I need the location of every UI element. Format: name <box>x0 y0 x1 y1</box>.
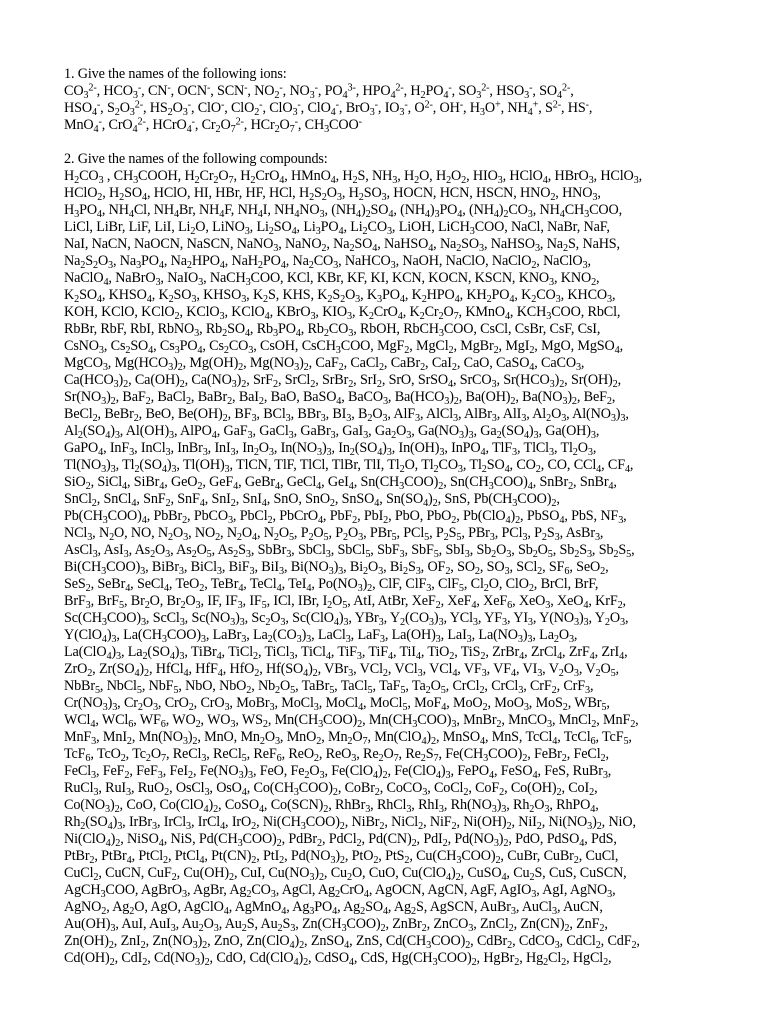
compound-line: KOH, KClO, KClO$_2$, KClO$_3$, KClO$_4$, KBrO$_3$, $KIO_3$, $K_2CrO_4$, $K_2Cr_2O_7$, KMnO$_4$, $KCH_3COO$, RbCl, <box>64 304 621 322</box>
compound-line: $Al_2(SO_4)_3$, $Al(OH)_3$, AlPO$_4$, GaF$_3$, GaCl$_3$, GaBr$_3$, GaI$_3$, $Ga_2O_3$, $Ga(NO_3)_3$, $Ga_2(SO_4)_3$, $Ga(OH)_3$, <box>64 423 600 441</box>
section-compounds <box>64 151 714 967</box>
compound-line: GaPO$_4$, InF$_3$, InCl$_3$, InBr$_3$, InI$_3$, $In_2O_3$, $In(NO_3)_3$, $In_2(SO_4)_3$, $In(OH)_3$, InPO$_4$, TlF$_3$, TlCl$_3$, $Tl_2O_3$, <box>64 440 597 458</box>
document-page <box>64 66 714 967</box>
compound-line: NaI, NaCN, NaOCN, NaSCN, NaNO$_3$, NaNO$_2$, $Na_2SO_4$, NaHSO$_4$, $Na_2SO_3$, NaHSO$_3$, $Na_2S$, NaHS, <box>64 236 620 254</box>
compound-line: NaClO$_4$, NaBrO$_3$, NaIO$_3$, NaCH$_3$COO, KCl, KBr, KF, KI, KCN, KOCN, KSCN, $KNO_3$, $KNO_2$, <box>64 270 600 288</box>
compound-line: RbBr, RbF, RbI, RbNO$_3$, $Rb_2SO_4$, $Rb_3PO_4$, $Rb_2CO_3$, RbOH, RbCH$_3$COO, CsCl, CsBr, CsF, CsI, <box>64 321 601 339</box>
compound-line: LiCl, LiBr, LiF, LiI, $Li_2O$, LiNO$_3$, $Li_2SO_4$, $Li_3PO_4$, $Li_2CO_3$, LiOH, LiCH$_3$COO, NaCl, NaBr, NaF, <box>64 219 610 237</box>
compound-line: $Y(ClO_4)_3$, $La(CH_3COO)_3$, LaBr$_3$, $La_2(CO_3)_3$, LaCl$_3$, LaF$_3$, $La(OH)_3$, LaI$_3$, $La(NO_3)_3$, $La_2O_3$, <box>64 627 578 645</box>
compound-line: TcF$_6$, TcO$_2$, $Tc_2O_7$, ReCl$_3$, ReCl$_5$, ReF$_6$, ReO$_2$, ReO$_3$, $Re_2O_7$, $Re_2S_7$, $Fe(CH_3COO)_2$, FeBr$_2$, FeCl$_2$, <box>64 746 609 764</box>
compound-line: BeCl$_2$, BeBr$_2$, BeO, $Be(OH)_2$, $BF_3$, BCl$_3$, BBr$_3$, $BI_3$, $B_2O_3$, AlF$_3$, AlCl$_3$, AlBr$_3$, AlI$_3$, $Al_2O_3$, $Al(NO_3)_3$, <box>64 406 629 424</box>
compound-line: $Co(NO_3)_2$, CoO, $Co(ClO_4)_2$, CoSO$_4$, $Co(SCN)_2$, RhBr$_3$, RhCl$_3$, RhI$_3$, $Rh(NO_3)_3$, $Rh_2O_3$, RhPO$_4$, <box>64 797 599 815</box>
section-compounds-heading: 2. Give the names of the following compounds: <box>64 151 328 167</box>
compound-line: $Rh_2(SO_4)_3$, IrBr$_3$, IrCl$_3$, IrCl$_4$, IrO$_2$, $Ni(CH_3COO)_2$, NiBr$_2$, NiCl$_2$, NiF$_2$, $Ni(OH)_2$, NiI$_2$, $Ni(NO_3)_2$, NiO, <box>64 814 636 832</box>
compound-line: $Cr(NO_3)_3$, $Cr_2O_3$, CrO$_2$, CrO$_3$, MoBr$_3$, MoCl$_3$, MoCl$_4$, MoCl$_5$, MoF$_4$, MoO$_2$, MoO$_3$, MoS$_2$, WBr$_5$, <box>64 695 610 713</box>
paragraph-gap <box>64 134 714 151</box>
compound-line: $La(ClO_4)_3$, $La_2(SO_4)_3$, TiBr$_4$, TiCl$_2$, TiCl$_3$, TiCl$_4$, TiF$_3$, TiF$_4$, TiI$_4$, TiO$_2$, TiS$_2$, ZrBr$_4$, ZrCl$_4$, ZrF$_4$, ZrI$_4$, <box>64 644 628 662</box>
section-ions-heading: 1. Give the names of the following ions: <box>64 66 287 82</box>
compound-line: $Au(OH)_3$, AuI, AuI$_3$, $Au_2O_3$, $Au_2S$, $Au_2S_3$, $Zn(CH_3COO)_2$, ZnBr$_2$, ZnCO$_3$, ZnCl$_2$, $Zn(CN)_2$, ZnF$_2$, <box>64 916 608 934</box>
compound-line: $Pb(CH_3COO)_4$, PbBr$_2$, PbCO$_3$, PbCl$_2$, PbCrO$_4$, PbF$_2$, PbI$_2$, PbO, PbO$_2$, $Pb(ClO_4)_2$, PbSO$_4$, PbS, $NF_3$, <box>64 508 627 526</box>
compound-line: $K_2SO_4$, $KHSO_4$, $K_2SO_3$, $KHSO_3$, $K_2S$, KHS, $K_2S_2O_3$, $K_3PO_4$, $K_2HPO_4$, $KH_2PO_4$, $K_2CO_3$, $KHCO_3$, <box>64 287 616 305</box>
compound-line: $Tl(NO_3)_3$, $Tl_2(SO_4)_3$, $Tl(OH)_3$, TlCN, TlF, TlCl, TlBr, TlI, $Tl_2O$, $Tl_2CO_3$, $Tl_2SO_4$, $CO_2$, CO, CCl$_4$, $CF_4$, <box>64 457 634 475</box>
compound-line: $Sc(CH_3COO)_3$, ScCl$_3$, $Sc(NO_3)_3$, $Sc_2O_3$, $Sc(ClO_4)_3$, YBr$_3$, $Y_2(CO_3)_3$, YCl$_3$, $YF_3$, $YI_3$, $Y(NO_3)_3$, $Y_2O_3$, <box>64 610 629 628</box>
ion-line: $HSO_4^-$, $S_2O_3^{2-}$, $HS_2O_3^-$, ClO-, ClO$_2$-, ClO$_3$-, ClO$_4$-, BrO$_3$-, $IO_3^-$, $O^{2-}$, OH-, $H_3O^+$, $NH_4^+$, $S^{2-}$, HS-, <box>64 99 593 118</box>
section-ions <box>64 66 714 134</box>
compound-line: WCl$_4$, WCl$_6$, $WF_6$, $WO_2$, $WO_3$, $WS_2$, $Mn(CH_3COO)_2$, $Mn(CH_3COO)_3$, MnBr$_2$, MnCO$_3$, MnCl$_2$, MnF$_2$, <box>64 712 639 730</box>
compound-line: $Bi(CH_3COO)_3$, BiBr$_3$, BiCl$_3$, BiF$_3$, BiI$_3$, $Bi(NO_3)_3$, $Bi_2O_3$, $Bi_2S_3$, $OF_2$, $SO_2$, $SO_3$, SCl$_2$, $SF_6$, SeO$_2$, <box>64 559 609 577</box>
compound-line: $Cd(OH)_2$, CdI$_2$, $Cd(NO_3)_2$, CdO, $Cd(ClO_4)_2$, CdSO$_4$, CdS, $Hg(CH_3COO)_2$, HgBr$_2$, $Hg_2Cl_2$, HgCl$_2$, <box>64 950 612 968</box>
compound-line: HClO$_2$, $H_2SO_4$, HClO, HI, HBr, HF, HCl, $H_2S_2O_3$, $H_2SO_3$, HOCN, HCN, HSCN, $HNO_2$, $HNO_3$, <box>64 185 601 203</box>
compound-line: SnCl$_2$, SnCl$_4$, SnF$_2$, SnF$_4$, SnI$_2$, SnI$_4$, SnO, SnO$_2$, SnSO$_4$, $Sn(SO_4)_2$, SnS, $Pb(CH_3COO)_2$, <box>64 491 560 509</box>
compound-line: CsNO$_3$, $Cs_2SO_4$, $Cs_3PO_4$, $Cs_2CO_3$, CsOH, CsCH$_3$COO, MgF$_2$, MgCl$_2$, MgBr$_2$, MgI$_2$, MgO, MgSO$_4$, <box>64 338 623 356</box>
compound-line: SeS$_2$, SeBr$_4$, SeCl$_4$, TeO$_2$, TeBr$_4$, TeCl$_4$, TeI$_4$, $Po(NO_3)_2$, ClF, ClF$_3$, ClF$_5$, $Cl_2O$, ClO$_2$, BrCl, BrF, <box>64 576 599 594</box>
compound-line: AgNO$_2$, $Ag_2O$, AgO, AgClO$_4$, AgMnO$_4$, $Ag_3PO_4$, $Ag_2SO_4$, $Ag_2S$, AgSCN, AuBr$_3$, AuCl$_3$, AuCN, <box>64 899 603 917</box>
compound-line: $Na_2S_2O_3$, $Na_3PO_4$, $Na_2HPO_4$, $NaH_2PO_4$, $Na_2CO_3$, NaHCO$_3$, NaOH, NaClO, NaClO$_2$, NaClO$_3$, <box>64 253 591 271</box>
compound-line: $Sr(NO_3)_2$, BaF$_2$, BaCl$_2$, BaBr$_2$, BaI$_2$, BaO, BaSO$_4$, BaCO$_3$, $Ba(HCO_3)_2$, $Ba(OH)_2$, $Ba(NO_3)_2$, BeF$_2$, <box>64 389 616 407</box>
compound-line: $H_2CO_3$ , $CH_3COOH$, $H_2Cr_2O_7$, $H_2CrO_4$, HMnO$_4$, $H_2S$, $NH_3$, $H_2O$, $H_2O_2$, $HIO_3$, HClO$_4$, HBrO$_3$, HClO$_3$, <box>64 168 643 186</box>
compound-line: $Ni(ClO_4)_2$, NiSO$_4$, NiS, $Pd(CH_3COO)_2$, PdBr$_2$, PdCl$_2$, $Pd(CN)_2$, PdI$_2$, $Pd(NO_3)_2$, PdO, PdSO$_4$, PdS, <box>64 831 617 849</box>
compound-line: ZrO$_2$, $Zr(SO_4)_2$, HfCl$_4$, HfF$_4$, HfO$_2$, $Hf(SO_4)_2$, VBr$_3$, VCl$_2$, VCl$_3$, VCl$_4$, $VF_3$, $VF_4$, $VI_3$, $V_2O_3$, $V_2O_5$, <box>64 661 619 679</box>
ion-line: $CO_3^{2-}$, $HCO_3^-$, CN-, OCN-, SCN-, $NO_2^-$, $NO_3^-$, $PO_4^{3-}$, $HPO_4^{2-}$, $H_2PO_4^-$, $SO_3^{2-}$, $HSO_3^-$, $SO_4^{2-}$, <box>64 82 574 101</box>
ion-line: MnO$_4$-, CrO$_4^{2-}$, HCrO$_4$-, $Cr_2O_7^{2-}$, $HCr_2O_7^-$, $CH_3COO^-$ <box>64 116 362 135</box>
compound-line: $Zn(OH)_2$, ZnI$_2$, $Zn(NO_3)_2$, ZnO, $Zn(ClO_4)_2$, ZnSO$_4$, ZnS, $Cd(CH_3COO)_2$, CdBr$_2$, CdCO$_3$, CdCl$_2$, CdF$_2$, <box>64 933 640 951</box>
compound-line: AgCH$_3$COO, AgBrO$_3$, AgBr, $Ag_2CO_3$, AgCl, $Ag_2CrO_4$, AgOCN, AgCN, AgF, AgIO$_3$, AgI, AgNO$_3$, <box>64 882 616 900</box>
compound-line: BrF$_3$, BrF$_5$, $Br_2O$, $Br_2O_3$, IF, $IF_3$, $IF_5$, ICl, IBr, $I_2O_5$, AtI, AtBr, XeF$_2$, XeF$_4$, XeF$_6$, XeO$_3$, XeO$_4$, KrF$_2$, <box>64 593 626 611</box>
compound-line: $H_3PO_4$, $NH_4Cl$, $NH_4Br$, $NH_4F$, $NH_4I$, $NH_4NO_3$, $(NH_4)_2SO_4$, $(NH_4)_3PO_4$, $(NH_4)_2CO_3$, $NH_4CH_3COO$, <box>64 202 622 220</box>
compound-line: PtBr$_2$, PtBr$_4$, PtCl$_2$, PtCl$_4$, $Pt(CN)_2$, PtI$_2$, $Pd(NO_3)_2$, PtO$_2$, PtS$_2$, $Cu(CH_3COO)_2$, CuBr, CuBr$_2$, CuCl, <box>64 848 619 866</box>
compound-line: $Ca(HCO_3)_2$, $Ca(OH)_2$, $Ca(NO_3)_2$, SrF$_2$, SrCl$_2$, SrBr$_2$, SrI$_2$, SrO, SrSO$_4$, SrCO$_3$, $Sr(HCO_3)_2$, $Sr(OH)_2$, <box>64 372 621 390</box>
compound-line: MnF$_3$, MnI$_2$, $Mn(NO_3)_2$, MnO, $Mn_2O_3$, MnO$_2$, $Mn_2O_7$, $Mn(ClO_4)_2$, MnSO$_4$, MnS, TcCl$_4$, TcCl$_6$, TcF$_5$, <box>64 729 632 747</box>
compound-line: AsCl$_3$, AsI$_3$, $As_2O_3$, $As_2O_5$, $As_2S_3$, SbBr$_3$, SbCl$_3$, SbCl$_5$, SbF$_3$, SbF$_5$, SbI$_3$, $Sb_2O_3$, $Sb_2O_5$, $Sb_2S_3$, $Sb_2S_5$, <box>64 542 635 560</box>
compound-line: FeCl$_3$, FeF$_2$, FeF$_3$, FeI$_2$, $Fe(NO_3)_3$, FeO, $Fe_2O_3$, $Fe(ClO_4)_2$, $Fe(ClO_4)_3$, FePO$_4$, FeSO$_4$, FeS, RuBr$_3$, <box>64 763 612 781</box>
compound-line: RuCl$_3$, RuI$_3$, RuO$_2$, OsCl$_3$, OsO$_4$, $Co(CH_3COO)_2$, CoBr$_2$, CoCO$_3$, CoCl$_2$, CoF$_2$, $Co(OH)_2$, CoI$_2$, <box>64 780 598 798</box>
compound-line: NCl$_3$, $N_2O$, NO, $N_2O_3$, $NO_2$, $N_2O_4$, $N_2O_5$, $P_2O_5$, $P_2O_3$, PBr$_5$, PCl$_5$, $P_2S_5$, PBr$_3$, PCl$_3$, $P_2S_3$, AsBr$_3$, <box>64 525 604 543</box>
compound-line: MgCO$_3$, $Mg(HCO_3)_2$, $Mg(OH)_2$, $Mg(NO_3)_2$, CaF$_2$, CaCl$_2$, CaBr$_2$, CaI$_2$, CaO, CaSO$_4$, CaCO$_3$, <box>64 355 585 373</box>
compound-line: CuCl$_2$, CuCN, CuF$_2$, $Cu(OH)_2$, CuI, $Cu(NO_3)_2$, $Cu_2O$, CuO, $Cu(ClO_4)_2$, CuSO$_4$, $Cu_2S$, CuS, CuSCN, <box>64 865 627 883</box>
compound-line: NbBr$_5$, NbCl$_5$, NbF$_5$, NbO, NbO$_2$, $Nb_2O_5$, TaBr$_5$, TaCl$_5$, TaF$_5$, $Ta_2O_5$, CrCl$_2$, CrCl$_3$, CrF$_2$, CrF$_3$, <box>64 678 594 696</box>
compound-line: SiO$_2$, SiCl$_4$, SiBr$_4$, GeO$_2$, GeF$_4$, GeBr$_4$, GeCl$_4$, GeI$_4$, $Sn(CH_3COO)_2$, $Sn(CH_3COO)_4$, SnBr$_2$, SnBr$_4$, <box>64 474 617 492</box>
